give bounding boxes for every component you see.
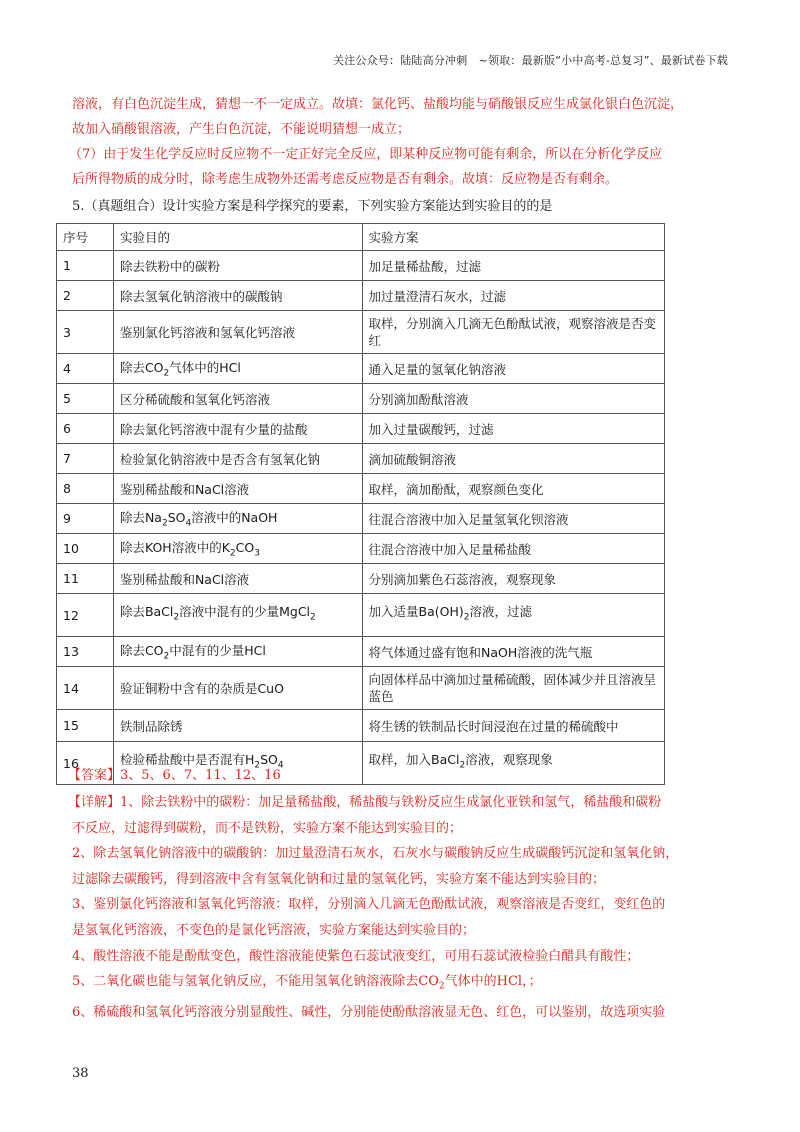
row-goal: 区分稀硫酸和氢氧化钙溶液 [113, 384, 362, 414]
row-number: 8 [57, 474, 114, 504]
row-plan: 加过量澄清石灰水，过滤 [362, 281, 664, 311]
row-goal: 鉴别稀盐酸和NaCl溶液 [113, 564, 362, 594]
row-goal: 除去铁粉中的碳粉 [113, 251, 362, 281]
row-goal: 除去$Na_2SO_4$溶液中的NaOH [113, 504, 362, 534]
row-number: 16 [57, 742, 114, 785]
row-plan: 将生锈的铁制品长时间浸泡在过量的稀硫酸中 [362, 710, 664, 742]
intro-line-2: 故加入硝酸银溶液，产生白色沉淀，不能说明猜想一成立； [72, 122, 411, 137]
row-number: 9 [57, 504, 114, 534]
detail-paragraph [68, 790, 730, 1026]
row-number: 12 [57, 594, 114, 637]
detail-line-8: 5、二氧化碳也能与氢氧化钠反应，不能用氢氧化钠溶液除去$CO_2$气体中的HCl，； [72, 974, 542, 992]
row-goal: 除去氢氧化钠溶液中的碳酸钠 [113, 281, 362, 311]
table-row [57, 281, 665, 311]
row-plan: 分别滴加酚酞溶液 [362, 384, 664, 414]
table-row [57, 311, 665, 354]
row-number: 11 [57, 564, 114, 594]
page-header: 关注公众号：陆陆高分冲刺 ~领取：最新版“小中高考-总复习”、最新试卷下载 [333, 54, 728, 67]
detail-line-6: 是氢氧化钙溶液，不变色的是氯化钙溶液，实验方案能达到实验目的； [72, 922, 476, 938]
row-goal: 除去BaCl$_2$溶液中混有的少量MgCl$_2$ [113, 594, 362, 637]
row-plan: 向固体样品中滴加过量稀硫酸，固体减少并且溶液呈蓝色 [362, 667, 664, 710]
row-goal: 铁制品除锈 [113, 710, 362, 742]
intro-line-3: （7）由于发生化学反应时反应物不一定正好完全反应，即某种反应物可能有剩余，所以在分析化学反应 [69, 147, 663, 162]
row-number: 13 [57, 637, 114, 667]
detail-line-1: 【详解】1、除去铁粉中的碳粉：加足量稀盐酸，稀盐酸与铁粉反应生成氯化亚铁和氢气，稀盐酸和碳粉 [68, 795, 662, 810]
table-row [57, 444, 665, 474]
detail-line-5: 3、鉴别氯化钙溶液和氢氧化钙溶液：取样，分别滴入几滴无色酚酞试液，观察溶液是否变红，变红色的 [72, 897, 666, 913]
table-row [57, 354, 665, 384]
row-plan: 分别滴加紫色石蕊溶液，观察现象 [362, 564, 664, 594]
table-row [57, 710, 665, 742]
row-plan: 取样，分别滴入几滴无色酚酞试液，观察溶液是否变红 [362, 311, 664, 354]
row-goal: 验证铜粉中含有的杂质是CuO [113, 667, 362, 710]
row-number: 7 [57, 444, 114, 474]
row-number: 5 [57, 384, 114, 414]
row-goal: 鉴别稀盐酸和NaCl溶液 [113, 474, 362, 504]
table-row [57, 637, 665, 667]
row-plan: 取样，加入BaCl$_2$溶液，观察现象 [362, 742, 664, 785]
table-row [57, 534, 665, 564]
detail-line-9: 6、稀硫酸和氢氧化钙溶液分别显酸性、碱性，分别能使酚酞溶液显无色、红色，可以鉴别，故选项实验 [72, 1005, 666, 1021]
row-plan: 往混合溶液中加入足量氢氧化钡溶液 [362, 504, 664, 534]
detail-line-3: 2、除去氢氧化钠溶液中的碳酸钠：加过量澄清石灰水，石灰水与碳酸钠反应生成碳酸钙沉淀和氢氧化钠， [72, 846, 679, 862]
row-number: 6 [57, 414, 114, 444]
intro-line-1: 溶液，有白色沉淀生成，猜想一不一定成立。故填：氯化钙、盐酸均能与硝酸银反应生成氯化银白色沉淀， [72, 97, 684, 112]
header-number: 序号 [57, 224, 114, 251]
row-number: 4 [57, 354, 114, 384]
row-plan: 加入过量碳酸钙，过滤 [362, 414, 664, 444]
header-goal: 实验目的 [113, 224, 362, 251]
detail-line-7: 4、酸性溶液不能是酚酞变色，酸性溶液能使紫色石蕊试液变红，可用石蕊试液检验白醋具有酸性； [72, 948, 640, 964]
row-goal: 除去$CO_2$气体中的HCl [113, 354, 362, 384]
table-header-row [57, 224, 665, 251]
row-number: 14 [57, 667, 114, 710]
row-plan: 加入适量$Ba(OH)_2$溶液，过滤 [362, 594, 664, 637]
question-title: 5.（真题组合）设计实验方案是科学探究的要素，下列实验方案能达到实验目的的是 [72, 199, 553, 214]
row-number: 10 [57, 534, 114, 564]
row-number: 2 [57, 281, 114, 311]
table-row [57, 594, 665, 637]
row-goal: 鉴别氯化钙溶液和氢氧化钙溶液 [113, 311, 362, 354]
table-row [57, 474, 665, 504]
row-goal: 除去KOH溶液中的$K_2CO_3$ [113, 534, 362, 564]
table-row [57, 504, 665, 534]
row-plan: 往混合溶液中加入足量稀盐酸 [362, 534, 664, 564]
row-goal: 检验氯化钠溶液中是否含有氢氧化钠 [113, 444, 362, 474]
table-row [57, 251, 665, 281]
table-row [57, 384, 665, 414]
row-plan: 将气体通过盛有饱和NaOH溶液的洗气瓶 [362, 637, 664, 667]
table-row [57, 564, 665, 594]
intro-paragraph [69, 92, 730, 192]
row-plan: 通入足量的氢氧化钠溶液 [362, 354, 664, 384]
page-number: 38 [72, 1066, 89, 1081]
table-row [57, 667, 665, 710]
row-plan: 滴加硫酸铜溶液 [362, 444, 664, 474]
answer-line: 【答案】3、5、6、7、11、12、16 [68, 768, 281, 783]
detail-line-4: 过滤除去碳酸钙，得到溶液中含有氢氧化钠和过量的氢氧化钙，实验方案不能达到实验目的； [72, 871, 606, 887]
row-number: 1 [57, 251, 114, 281]
row-goal: 除去氯化钙溶液中混有少量的盐酸 [113, 414, 362, 444]
row-goal: 检验稀盐酸中是否混有$H_2SO_4$ [113, 742, 362, 785]
experiment-table [56, 223, 665, 785]
detail-line-2: 不反应，过滤得到碳粉，而不是铁粉，实验方案不能达到实验目的； [72, 820, 463, 836]
row-goal: 除去$CO_2$中混有的少量HCl [113, 637, 362, 667]
row-plan: 取样，滴加酚酞，观察颜色变化 [362, 474, 664, 504]
header-plan: 实验方案 [362, 224, 664, 251]
row-number: 3 [57, 311, 114, 354]
row-number: 15 [57, 710, 114, 742]
table-row [57, 414, 665, 444]
intro-line-4: 后所得物质的成分时，除考虑生成物外还需考虑反应物是否有剩余。故填：反应物是否有剩余。 [72, 172, 619, 187]
row-plan: 加足量稀盐酸，过滤 [362, 251, 664, 281]
